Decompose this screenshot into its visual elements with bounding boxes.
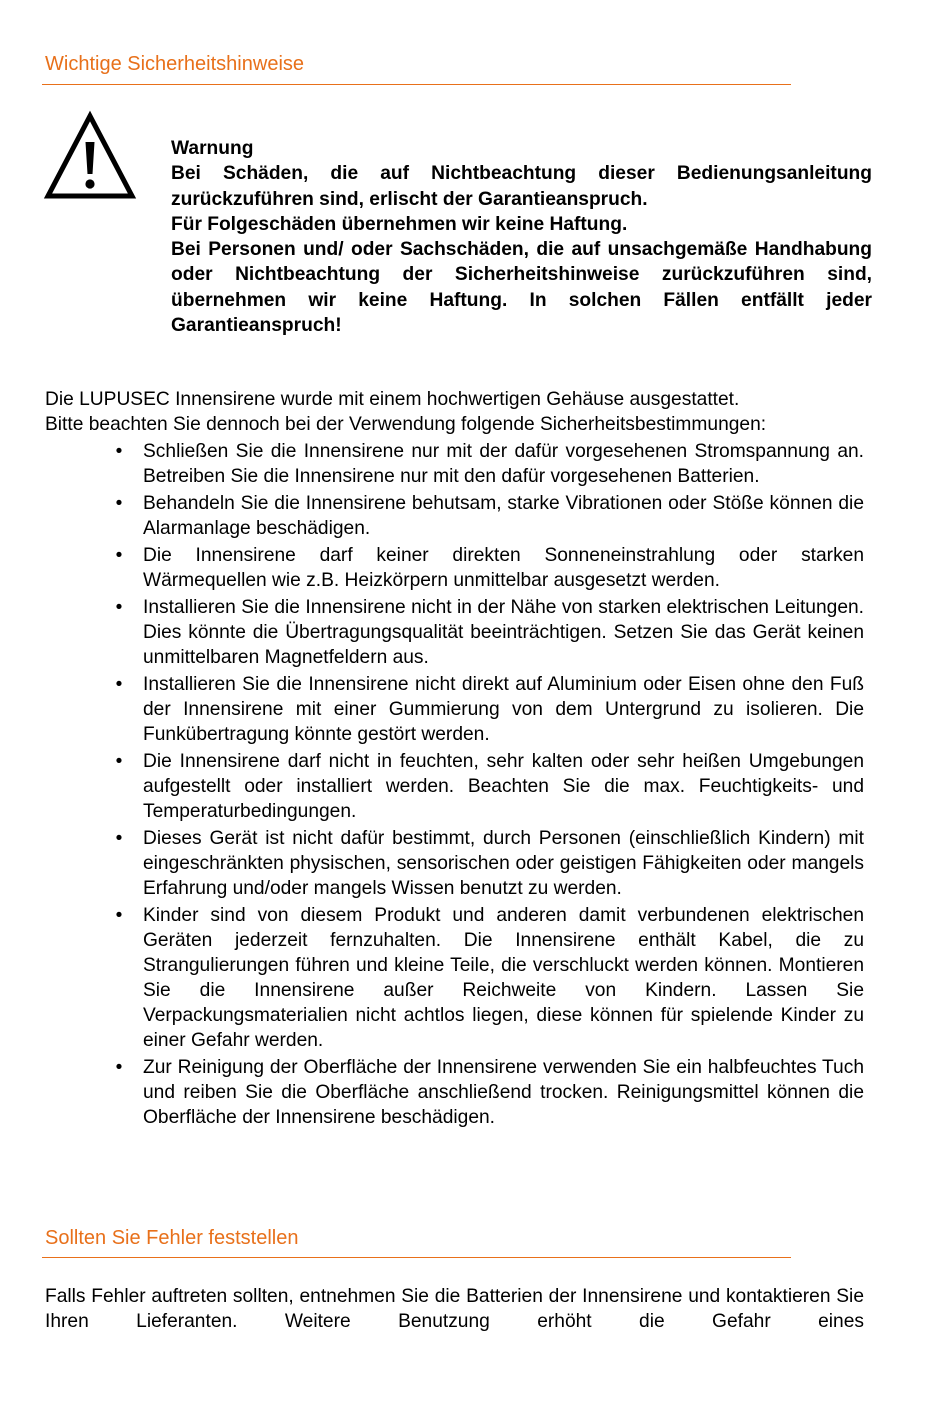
bullet-icon: • [115,827,123,849]
bullet-icon: • [115,750,123,772]
list-item [0,543,864,593]
warning-triangle-icon [42,110,138,202]
bullet-icon: • [115,492,123,514]
intro-line: Bitte beachten Sie dennoch bei der Verwendung folgende Sicherheitsbestimmungen: [45,414,767,436]
intro-line: Die LUPUSEC Innensirene wurde mit einem hochwertigen Gehäuse ausgestattet. [45,389,740,410]
list-item-text: Behandeln Sie die Innensirene behutsam, starke Vibrationen oder Stöße können die Alarmanlage beschädigen. [143,492,864,539]
bullet-icon: • [115,441,123,462]
list-item [0,826,864,901]
intro-paragraph [45,387,873,438]
list-item [0,595,864,670]
list-item [0,672,864,747]
list-item-text: Dieses Gerät ist nicht dafür bestimmt, durch Personen (einschließlich Kindern) mit eingeschränkten physischen, sensorischen oder geistigen Fähigkeiten oder mangels Erfahrung und/oder mangels Wissen benutzt zu werden. [143,827,864,899]
bullet-icon: • [115,596,123,618]
list-item-text: Die Innensirene darf keiner direkten Sonneneinstrahlung oder starken Wärmequellen wie z.B. Heizkörpern unmittelbar ausgesetzt werden. [143,544,864,591]
list-item-text: Installieren Sie die Innensirene nicht direkt auf Aluminium oder Eisen ohne den Fuß der Innensirene mit einer Gummierung von dem Untergrund zu isolieren. Die Funkübertragung könnte gestört werden. [143,673,864,745]
warning-line: Für Folgeschäden übernehmen wir keine Haftung. [171,213,628,235]
bullet-icon: • [115,544,123,566]
list-item-text: Zur Reinigung der Oberfläche der Innensirene verwenden Sie ein halbfeuchtes Tuch und reiben Sie die Oberfläche anschließend trocken. Reinigungsmittel können die Oberfläche der Innensirene beschädigen. [143,1056,864,1128]
list-item [0,749,864,824]
list-item [0,903,864,1054]
list-item-text: Installieren Sie die Innensirene nicht in der Nähe von starken elektrischen Leitungen. Dies könnte die Übertragungsqualität beeinträchtigen. Setzen Sie das Gerät keinen unmittelbaren Magnetfeldern aus. [143,596,864,668]
warning-line: Bei Schäden, die auf Nichtbeachtung dieser Bedienungsanleitung zurückzuführen sind, erlischt der Garantieanspruch. [171,163,872,210]
list-item [0,439,864,489]
section-heading-safety: Wichtige Sicherheitshinweise [45,53,305,75]
list-item-text: Schließen Sie die Innensirene nur mit der dafür vorgesehenen Stromspannung an. Betreiben Sie die Innensirene nur mit den dafür vorgesehenen Batterien. [143,441,864,488]
list-item [0,491,864,541]
warning-title: Warnung [171,138,254,159]
section-heading-errors: Sollten Sie Fehler feststellen [45,1227,299,1249]
bullet-icon: • [115,1056,123,1078]
heading-divider [42,1257,791,1258]
bullet-icon: • [115,904,123,926]
heading-divider [42,84,791,85]
list-item-text: Die Innensirene darf nicht in feuchten, sehr kalten oder sehr heißen Umgebungen aufgestellt oder installiert werden. Beachten Sie die max. Feuchtigkeits- und Temperaturbedingungen. [143,750,864,822]
closing-paragraph: Falls Fehler auftreten sollten, entnehmen Sie die Batterien der Innensirene und kontaktieren Sie Ihren Lieferanten. Weitere Benutzung erhöht die Gefahr eines [45,1286,864,1333]
list-item-text: Kinder sind von diesem Produkt und anderen damit verbundenen elektrischen Geräten jederzeit fernzuhalten. Die Innensirene enthält Kabel, die zu Strangulierungen führen und kleine Teile, die verschluckt werden können. Montieren Sie die Innensirene außer Reichweite von Kindern. Lassen Sie Verpackungsmaterialien nicht achtlos liegen, diese können für spielende Kinder zu einer Gefahr werden. [143,904,864,1051]
bullet-icon: • [115,673,123,695]
list-item [0,1055,864,1130]
warning-line: Bei Personen und/ oder Sachschäden, die auf unsachgemäße Handhabung oder Nichtbeachtung der Sicherheitshinweise zurückzuführen sind, übernehmen wir keine Haftung. In solchen Fällen entfällt jeder Garantieanspruch! [171,239,872,337]
safety-bullet-list [0,439,950,1132]
warning-box [171,136,872,338]
